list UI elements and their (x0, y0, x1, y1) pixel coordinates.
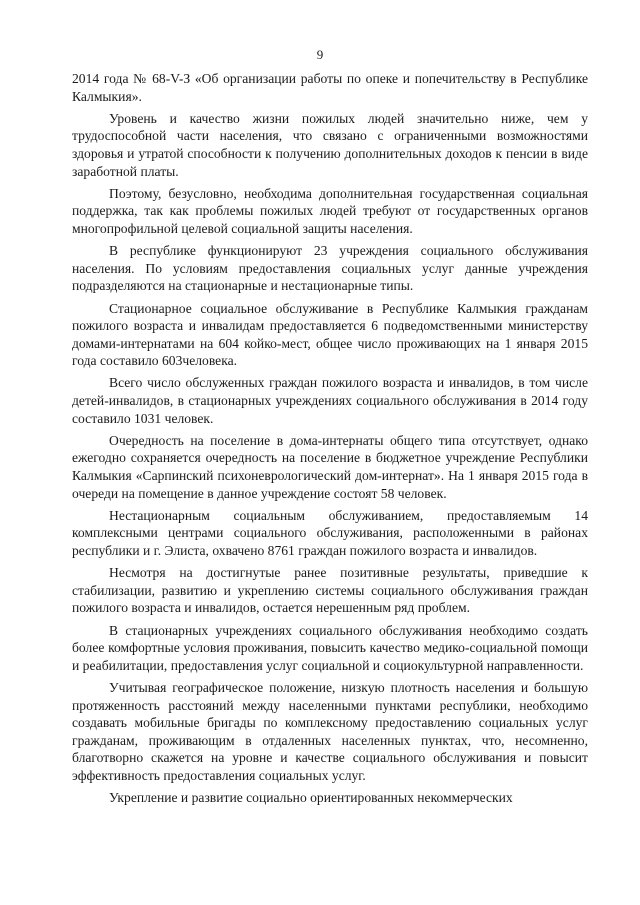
paragraph-5: Стационарное социальное обслуживание в Республике Калмыкия гражданам пожилого возраста и инвалидам предоставляется 6 подведомственными министерству домами-интернатами на 604 койко-мест, общее число проживающих на 1 января 2015 года составило 603человека. (72, 300, 588, 369)
paragraph-12: Укрепление и развитие социально ориентированных некоммерческих (109, 790, 513, 806)
paragraph-1: 2014 года № 68-V-З «Об организации работы по опеке и попечительству в Республике Калмыкия». (72, 71, 588, 104)
document-body (72, 70, 588, 811)
page-number: 9 (316, 47, 324, 62)
paragraph-10: В стационарных учреждениях социального обслуживания необходимо создать более комфортные условия проживания, повысить качество медико-социальной помощи и реабилитации, предоставления услуг социальной и социокультурной направленности. (72, 622, 588, 673)
paragraph-3: Поэтому, безусловно, необходима дополнительная государственная социальная поддержка, так как проблемы пожилых людей требуют от государственных органов многопрофильной целевой социальной защиты населения. (72, 185, 588, 236)
paragraph-11: Учитывая географическое положение, низкую плотность населения и большую протяженность расстояний между населенными пунктами республики, необходимо создавать мобильные бригады по комплексному предоставлению социальных услуг гражданам, проживающим в отдаленных населенных пунктах, что, несомненно, благотворно скажется на уровне и качестве социального обслуживания и повысит эффективность предоставления социальных услуг. (72, 679, 588, 783)
paragraph-6: Всего число обслуженных граждан пожилого возраста и инвалидов, в том числе детей-инвалидов, в стационарных учреждениях социального обслуживания в 2014 году составило 1031 человек. (72, 375, 588, 426)
paragraph-2: Уровень и качество жизни пожилых людей значительно ниже, чем у трудоспособной части населения, что связано с ограниченными возможностями здоровья и утратой способности к получению дополнительных доходов к пенсии в виде заработной платы. (72, 110, 588, 179)
paragraph-8: Нестационарным социальным обслуживанием, предоставляемым 14 комплексными центрами социального обслуживания, расположенными в районах республики и г. Элиста, охвачено 8761 граждан пожилого возраста и инвалидов. (72, 507, 588, 558)
paragraph-7: Очередность на поселение в дома-интернаты общего типа отсутствует, однако ежегодно сохраняется очередность на поселение в бюджетное учреждение Республики Калмыкия «Сарпинский психоневрологический дом-интернат». На 1 января 2015 года в очереди на помещение в данное учреждение состоят 58 человек. (72, 432, 588, 501)
paragraph-4: В республике функционируют 23 учреждения социального обслуживания населения. По условиям предоставления социальных услуг данные учреждения подразделяются на стационарные и нестационарные типы. (72, 243, 588, 294)
paragraph-9: Несмотря на достигнутые ранее позитивные результаты, приведшие к стабилизации, развитию и укреплению системы социального обслуживания граждан пожилого возраста и инвалидов, остается нерешенным ряд проблем. (72, 565, 588, 616)
